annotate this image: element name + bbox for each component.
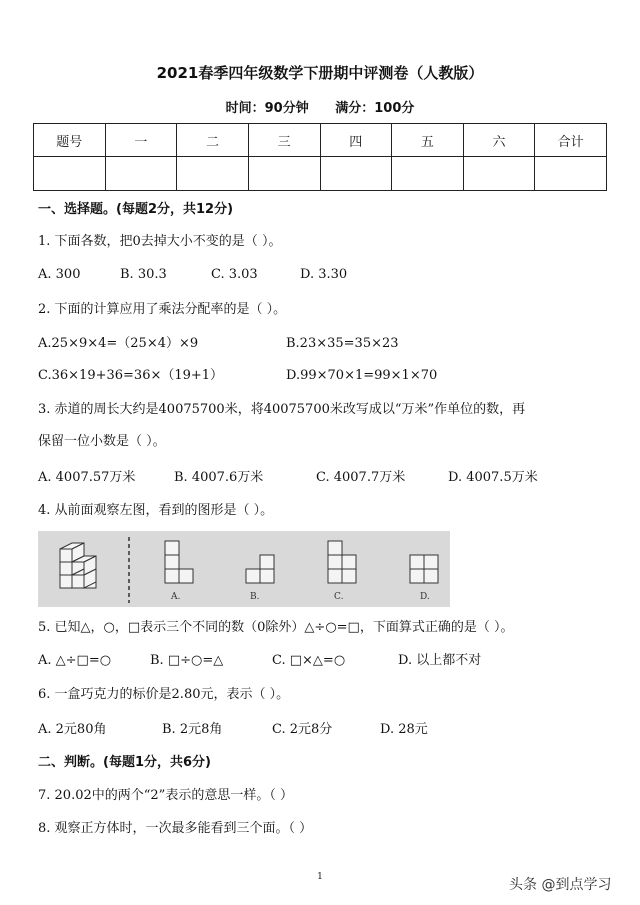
figure-label-a: A. <box>171 592 181 602</box>
exam-full-score: 满分：100分 <box>335 101 415 116</box>
q6-option-d: D. 28元 <box>380 722 428 737</box>
score-table-header-row <box>34 124 607 157</box>
cube-views-svg <box>38 531 450 607</box>
question-3-stem-line-2: 保留一位小数是（ ）。 <box>38 434 166 449</box>
q3-option-d: D. 4007.5万米 <box>448 470 538 485</box>
score-cell[interactable] <box>177 157 249 191</box>
score-header-cell: 五 <box>392 124 464 157</box>
score-header-cell: 二 <box>177 124 249 157</box>
score-header-cell: 合计 <box>535 124 607 157</box>
option-b-view <box>246 555 274 583</box>
question-4-stem: 4. 从前面观察左图，看到的图形是（ ）。 <box>38 503 274 518</box>
page-title: 2021春季四年级数学下册期中评测卷（人教版） <box>156 64 484 82</box>
q5-option-c: C. □×△=○ <box>272 653 346 668</box>
question-2-stem: 2. 下面的计算应用了乘法分配率的是（ ）。 <box>38 302 287 317</box>
q3-option-a: A. 4007.57万米 <box>38 470 136 485</box>
q1-option-d: D. 3.30 <box>300 267 348 282</box>
watermark: 头条 @到点学习 <box>509 877 612 893</box>
q1-option-a: A. 300 <box>38 267 81 282</box>
score-header-cell: 四 <box>320 124 392 157</box>
stacked-cubes-figure <box>60 543 96 588</box>
question-3-stem-line-1: 3. 赤道的周长大约是40075700米，将40075700米改写成以“万米”作单位的数，再 <box>38 402 526 417</box>
score-cell[interactable] <box>392 157 464 191</box>
question-1-stem: 1. 下面各数，把0去掉大小不变的是（ ）。 <box>38 234 282 249</box>
q5-option-a: A. △÷□=○ <box>38 653 112 668</box>
q6-option-b: B. 2元8角 <box>162 722 223 737</box>
score-cell[interactable] <box>248 157 320 191</box>
q5-option-b: B. □÷○=△ <box>150 653 224 668</box>
figure-label-b: B. <box>250 592 260 602</box>
section-one-heading: 一、选择题。(每题2分，共12分) <box>38 202 234 217</box>
score-cell[interactable] <box>320 157 392 191</box>
option-d-view <box>410 555 438 583</box>
q6-option-c: C. 2元8分 <box>272 722 333 737</box>
figure-label-d: D. <box>420 592 430 602</box>
score-cell[interactable] <box>105 157 177 191</box>
score-table <box>33 123 607 191</box>
score-cell[interactable] <box>34 157 106 191</box>
score-header-cell: 三 <box>248 124 320 157</box>
q3-option-c: C. 4007.7万米 <box>316 470 406 485</box>
exam-info <box>0 97 640 116</box>
q2-option-a: A.25×9×4=（25×4）×9 <box>38 336 199 351</box>
score-header-cell: 六 <box>463 124 535 157</box>
score-cell[interactable] <box>535 157 607 191</box>
q1-option-c: C. 3.03 <box>211 267 258 282</box>
exam-time: 时间：90分钟 <box>225 101 309 116</box>
page-number: 1 <box>317 872 323 882</box>
question-7-stem: 7. 20.02中的两个“2”表示的意思一样。（ ） <box>38 788 293 803</box>
question-8-stem: 8. 观察正方体时，一次最多能看到三个面。（ ） <box>38 821 313 836</box>
option-c-view <box>328 541 356 583</box>
score-header-cell: 题号 <box>34 124 106 157</box>
option-a-view <box>165 541 193 583</box>
q2-option-c: C.36×19+36=36×（19+1） <box>38 368 224 383</box>
question-6-stem: 6. 一盒巧克力的标价是2.80元，表示（ ）。 <box>38 687 290 702</box>
q6-option-a: A. 2元80角 <box>38 722 107 737</box>
score-header-cell: 一 <box>105 124 177 157</box>
q5-option-d: D. 以上都不对 <box>398 653 482 668</box>
q3-option-b: B. 4007.6万米 <box>174 470 264 485</box>
q2-option-d: D.99×70×1=99×1×70 <box>286 368 438 383</box>
section-two-heading: 二、判断。(每题1分，共6分) <box>38 755 211 770</box>
figure-label-c: C. <box>334 592 344 602</box>
q2-option-b: B.23×35=35×23 <box>286 336 399 351</box>
q1-option-b: B. 30.3 <box>120 267 167 282</box>
score-cell[interactable] <box>463 157 535 191</box>
q4-figure <box>38 531 450 607</box>
score-table-blank-row <box>34 157 607 191</box>
question-5-stem: 5. 已知△，○，□表示三个不同的数（0除外）△÷○=□，下面算式正确的是（ ）。 <box>38 620 514 635</box>
